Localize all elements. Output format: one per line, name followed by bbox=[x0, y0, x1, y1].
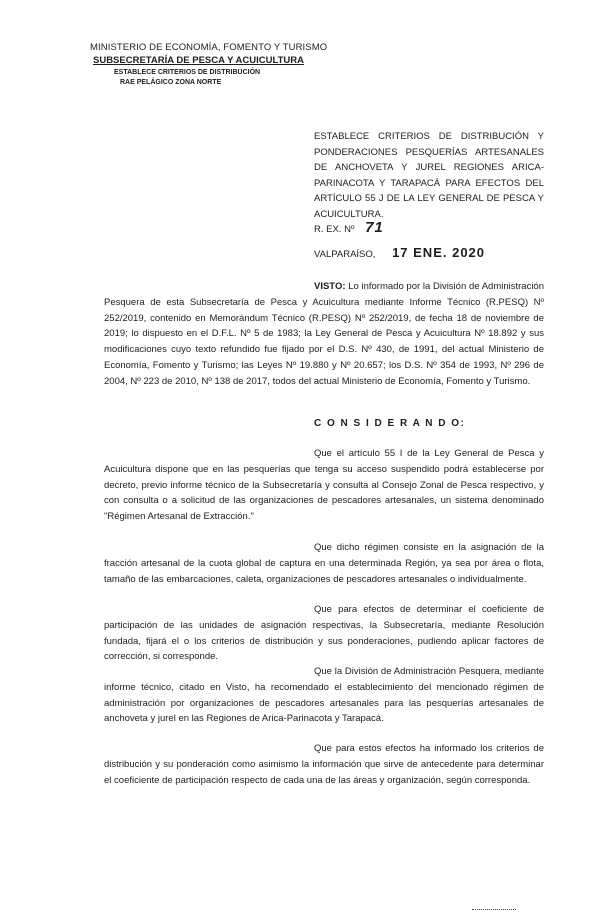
subject-line-1: ESTABLECE CRITERIOS DE DISTRIBUCIÓN bbox=[114, 69, 261, 76]
considerando-paragraph: Que el artículo 55 I de la Ley General de Pesca y Acuicultura dispone que en las pesquerías que tenga su acceso suspendido podrá establecerse por decreto, previo informe técnico de la Subsecretaría y consulta al Consejo Zonal de Pesca respectivo, y con consulta o a solicitud de las organizaciones de pescadores artesanales, un sistema denominado "Régimen Artesanal de Extracción." bbox=[104, 448, 544, 523]
subject-line-2: RAE PELÁGICO ZONA NORTE bbox=[120, 79, 222, 86]
considerando-paragraph: Que la División de Administración Pesquera, mediante informe técnico, citado en Visto, ha recomendado el establecimiento del mencionado régimen de administración por organizaciones de pescadores artesanales para las pesquerías artesanales de anchoveta y jurel en las Regiones de Arica-Parinacota y Tarapacá. bbox=[104, 666, 544, 725]
resolution-label: R. EX. Nº bbox=[314, 224, 355, 235]
resolution-number: 71 bbox=[365, 219, 384, 236]
considerando-paragraph: Que dicho régimen consiste en la asignación de la fracción artesanal de la cuota global de captura en una determinada Región, ya sea por área o flota, tamaño de las embarcaciones, caleta, organizaciones de pescadores artesanales o individualmente. bbox=[104, 542, 544, 585]
subsecretaria-name: SUBSECRETARÍA DE PESCA Y ACUICULTURA bbox=[93, 55, 304, 66]
considerando-paragraph: Que para estos efectos ha informado los criterios de distribución y su ponderación como asimismo la información que sirve de antecedente para determinar el coeficiente de participación respecto de cada una de las áreas y organización, según corresponda. bbox=[104, 743, 544, 786]
letterhead bbox=[90, 42, 350, 88]
ministry-name: MINISTERIO DE ECONOMÍA, FOMENTO Y TURISMO bbox=[90, 42, 328, 53]
visto-text: Lo informado por la División de Administración Pesquera de esta Subsecretaría de Pesca y Acuicultura mediante Informe Técnico (R.PESQ) Nº 252/2019, contenido en Memorándum Técnico (R.PESQ) Nº 252/2019, de fecha 18 de noviembre de 2019; lo dispuesto en el D.F.L. Nº 5 de 1983; la Ley General de Pesca y Acuicultura Nº 18.892 y sus modificaciones cuyo texto refundido fue fijado por el D.S. Nº 430, de 1991, del actual Ministerio de Economía, Fomento y Turismo; las Leyes Nº 19.880 y Nº 20.657; los D.S. Nº 354 de 1993, Nº 296 de 2004, Nº 223 de 2010, Nº 138 de 2017, todos del actual Ministerio de Economía, Fomento y Turismo. bbox=[104, 281, 544, 387]
resolution-title: ESTABLECE CRITERIOS DE DISTRIBUCIÓN Y PONDERACIONES PESQUERÍAS ARTESANALES DE ANCHOVETA Y JUREL REGIONES ARICA-PARINACOTA Y TARAPACÁ PARA EFECTOS DEL ARTÍCULO 55 J DE LA LEY GENERAL DE PESCA Y ACUICULTURA. bbox=[314, 131, 544, 220]
resolution-number-line bbox=[314, 219, 384, 236]
visto-label: VISTO: bbox=[314, 281, 346, 292]
scan-mark bbox=[472, 909, 516, 913]
considerando-paragraph: Que para efectos de determinar el coeficiente de participación de las unidades de asignación respectivas, la Subsecretaría, mediante Resolución fundada, fijará el o los criterios de distribución y sus ponderaciones, pudiendo aplicar factores de corrección, si corresponde. bbox=[104, 604, 544, 663]
considerando-heading: C O N S I D E R A N D O: bbox=[314, 418, 466, 429]
place: VALPARAÍSO, bbox=[314, 249, 376, 260]
date-stamp: 17 ENE. 2020 bbox=[392, 245, 486, 260]
visto-paragraph bbox=[104, 279, 544, 390]
place-date-line bbox=[314, 245, 485, 260]
